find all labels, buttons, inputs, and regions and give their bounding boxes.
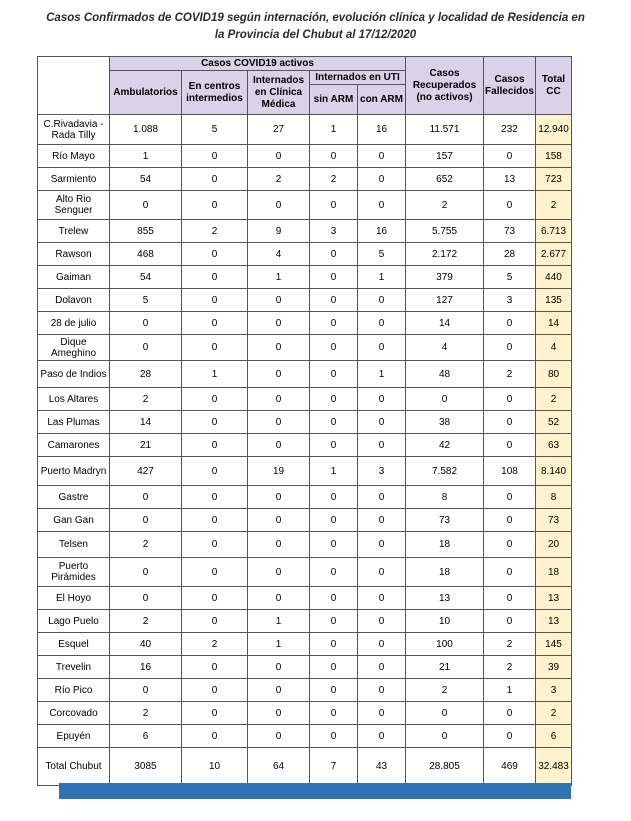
- fallecidos-cell: 0: [484, 702, 536, 725]
- ambulatorios-cell: 40: [110, 633, 182, 656]
- recuperados-cell: 0: [406, 388, 484, 411]
- clinica-cell: 27: [248, 115, 310, 145]
- ambulatorios-cell: 5: [110, 289, 182, 312]
- sin-arm-cell: 0: [310, 335, 358, 361]
- sin-arm-cell: 0: [310, 656, 358, 679]
- fallecidos-cell: 0: [484, 558, 536, 587]
- con-arm-cell: 0: [358, 702, 406, 725]
- ambulatorios-cell: 427: [110, 457, 182, 486]
- sin-arm-cell: 0: [310, 243, 358, 266]
- con-arm-cell: 0: [358, 289, 406, 312]
- recuperados-cell: 11.571: [406, 115, 484, 145]
- con-arm-cell: 0: [358, 633, 406, 656]
- ambulatorios-cell: 468: [110, 243, 182, 266]
- centros-cell: 0: [182, 335, 248, 361]
- clinica-cell: 0: [248, 312, 310, 335]
- fallecidos-cell: 0: [484, 145, 536, 168]
- locality-cell: Río Mayo: [38, 145, 110, 168]
- con-arm-cell: 0: [358, 509, 406, 532]
- centros-cell: 0: [182, 289, 248, 312]
- totals-centros-cell: 10: [182, 748, 248, 786]
- table-row: [38, 656, 572, 679]
- fallecidos-cell: 1: [484, 679, 536, 702]
- con-arm-cell: 0: [358, 725, 406, 748]
- con-arm-cell: 0: [358, 486, 406, 509]
- recuperados-cell: 48: [406, 361, 484, 388]
- con-arm-cell: 0: [358, 168, 406, 191]
- centros-cell: 0: [182, 168, 248, 191]
- table-row: [38, 145, 572, 168]
- recuperados-cell: 8: [406, 486, 484, 509]
- locality-cell: Trevelin: [38, 656, 110, 679]
- table-row: [38, 679, 572, 702]
- recuperados-cell: 0: [406, 702, 484, 725]
- total-cell: 39: [536, 656, 572, 679]
- locality-cell: Dolavon: [38, 289, 110, 312]
- fallecidos-cell: 0: [484, 610, 536, 633]
- locality-cell: Los Altares: [38, 388, 110, 411]
- table-row: [38, 388, 572, 411]
- sin-arm-cell: 0: [310, 411, 358, 434]
- recuperados-cell: 2: [406, 679, 484, 702]
- sin-arm-cell: 1: [310, 115, 358, 145]
- fallecidos-cell: 3: [484, 289, 536, 312]
- total-cell: 440: [536, 266, 572, 289]
- fallecidos-cell: 108: [484, 457, 536, 486]
- sin-arm-cell: 0: [310, 679, 358, 702]
- total-cell: 135: [536, 289, 572, 312]
- recuperados-cell: 7.582: [406, 457, 484, 486]
- table-row: [38, 702, 572, 725]
- table-row: [38, 509, 572, 532]
- fallecidos-cell: 2: [484, 656, 536, 679]
- sin-arm-cell: 1: [310, 457, 358, 486]
- report-title-line-1: Casos Confirmados de COVID19 según internación, evolución clínica y localidad de Residencia en: [46, 12, 585, 24]
- header-recuperados: Casos Recuperados (no activos): [406, 57, 484, 115]
- centros-cell: 1: [182, 361, 248, 388]
- ambulatorios-cell: 21: [110, 434, 182, 457]
- clinica-cell: 0: [248, 335, 310, 361]
- header-clinica-medica: Internados en Clínica Médica: [248, 71, 310, 115]
- totals-ambulatorios-cell: 3085: [110, 748, 182, 786]
- ambulatorios-cell: 28: [110, 361, 182, 388]
- centros-cell: 2: [182, 633, 248, 656]
- total-cell: 145: [536, 633, 572, 656]
- sin-arm-cell: 0: [310, 610, 358, 633]
- centros-cell: 0: [182, 702, 248, 725]
- ambulatorios-cell: 0: [110, 679, 182, 702]
- ambulatorios-cell: 2: [110, 388, 182, 411]
- table-row: [38, 633, 572, 656]
- recuperados-cell: 2.172: [406, 243, 484, 266]
- sin-arm-cell: 0: [310, 191, 358, 220]
- fallecidos-cell: 73: [484, 220, 536, 243]
- fallecidos-cell: 0: [484, 532, 536, 558]
- ambulatorios-cell: 0: [110, 486, 182, 509]
- recuperados-cell: 5.755: [406, 220, 484, 243]
- table-body: [38, 115, 572, 786]
- ambulatorios-cell: 855: [110, 220, 182, 243]
- recuperados-cell: 157: [406, 145, 484, 168]
- table-row: [38, 411, 572, 434]
- fallecidos-cell: 0: [484, 725, 536, 748]
- recuperados-cell: 2: [406, 191, 484, 220]
- centros-cell: 0: [182, 243, 248, 266]
- ambulatorios-cell: 2: [110, 532, 182, 558]
- recuperados-cell: 42: [406, 434, 484, 457]
- fallecidos-cell: 0: [484, 312, 536, 335]
- centros-cell: 0: [182, 587, 248, 610]
- fallecidos-cell: 5: [484, 266, 536, 289]
- centros-cell: 0: [182, 509, 248, 532]
- table-row: [38, 266, 572, 289]
- recuperados-cell: 18: [406, 558, 484, 587]
- sin-arm-cell: 0: [310, 532, 358, 558]
- locality-cell: Gaiman: [38, 266, 110, 289]
- ambulatorios-cell: 0: [110, 558, 182, 587]
- centros-cell: 0: [182, 191, 248, 220]
- fallecidos-cell: 232: [484, 115, 536, 145]
- con-arm-cell: 1: [358, 266, 406, 289]
- footer-bar: [59, 783, 571, 799]
- locality-cell: Lago Puelo: [38, 610, 110, 633]
- con-arm-cell: 3: [358, 457, 406, 486]
- ambulatorios-cell: 1.088: [110, 115, 182, 145]
- con-arm-cell: 0: [358, 656, 406, 679]
- table-row: [38, 289, 572, 312]
- fallecidos-cell: 28: [484, 243, 536, 266]
- fallecidos-cell: 2: [484, 633, 536, 656]
- sin-arm-cell: 0: [310, 702, 358, 725]
- recuperados-cell: 10: [406, 610, 484, 633]
- fallecidos-cell: 0: [484, 486, 536, 509]
- clinica-cell: 1: [248, 633, 310, 656]
- fallecidos-cell: 0: [484, 388, 536, 411]
- locality-cell: Paso de Indios: [38, 361, 110, 388]
- locality-cell: 28 de julio: [38, 312, 110, 335]
- clinica-cell: 1: [248, 610, 310, 633]
- totals-sin-arm-cell: 7: [310, 748, 358, 786]
- clinica-cell: 0: [248, 725, 310, 748]
- totals-total-cell: 32.483: [536, 748, 572, 786]
- report-title: [0, 10, 631, 44]
- table-row: [38, 532, 572, 558]
- header-active-cases: Casos COVID19 activos: [110, 57, 406, 71]
- clinica-cell: 2: [248, 168, 310, 191]
- total-cell: 13: [536, 610, 572, 633]
- con-arm-cell: 1: [358, 361, 406, 388]
- con-arm-cell: 0: [358, 558, 406, 587]
- fallecidos-cell: 0: [484, 411, 536, 434]
- table-row: [38, 168, 572, 191]
- recuperados-cell: 14: [406, 312, 484, 335]
- totals-locality-cell: Total Chubut: [38, 748, 110, 786]
- centros-cell: 0: [182, 679, 248, 702]
- ambulatorios-cell: 2: [110, 610, 182, 633]
- locality-cell: Rawson: [38, 243, 110, 266]
- locality-cell: Alto Rio Senguer: [38, 191, 110, 220]
- table-row: [38, 335, 572, 361]
- sin-arm-cell: 0: [310, 388, 358, 411]
- clinica-cell: 0: [248, 509, 310, 532]
- clinica-cell: 0: [248, 388, 310, 411]
- sin-arm-cell: 0: [310, 266, 358, 289]
- centros-cell: 0: [182, 434, 248, 457]
- header-con-arm: con ARM: [358, 85, 406, 115]
- sin-arm-cell: 0: [310, 361, 358, 388]
- con-arm-cell: 0: [358, 191, 406, 220]
- ambulatorios-cell: 0: [110, 335, 182, 361]
- header-total: Total CC: [536, 57, 572, 115]
- con-arm-cell: 0: [358, 145, 406, 168]
- sin-arm-cell: 0: [310, 145, 358, 168]
- ambulatorios-cell: 0: [110, 509, 182, 532]
- locality-cell: Epuyén: [38, 725, 110, 748]
- con-arm-cell: 16: [358, 115, 406, 145]
- centros-cell: 0: [182, 532, 248, 558]
- locality-cell: Telsen: [38, 532, 110, 558]
- locality-cell: Sarmiento: [38, 168, 110, 191]
- table-row: [38, 725, 572, 748]
- locality-cell: Esquel: [38, 633, 110, 656]
- clinica-cell: 0: [248, 486, 310, 509]
- covid-cases-table: [37, 56, 572, 786]
- recuperados-cell: 0: [406, 725, 484, 748]
- total-cell: 8.140: [536, 457, 572, 486]
- table-row: [38, 220, 572, 243]
- header-localidad-blank: [38, 57, 110, 115]
- con-arm-cell: 0: [358, 312, 406, 335]
- con-arm-cell: 0: [358, 411, 406, 434]
- centros-cell: 0: [182, 388, 248, 411]
- centros-cell: 0: [182, 656, 248, 679]
- total-cell: 2: [536, 388, 572, 411]
- sin-arm-cell: 0: [310, 725, 358, 748]
- report-title-line-2: la Provincia del Chubut al 17/12/2020: [214, 29, 417, 41]
- con-arm-cell: 0: [358, 587, 406, 610]
- fallecidos-cell: 0: [484, 509, 536, 532]
- total-cell: 2.677: [536, 243, 572, 266]
- recuperados-cell: 379: [406, 266, 484, 289]
- sin-arm-cell: 0: [310, 633, 358, 656]
- total-cell: 8: [536, 486, 572, 509]
- centros-cell: 5: [182, 115, 248, 145]
- locality-cell: Gastre: [38, 486, 110, 509]
- clinica-cell: 0: [248, 558, 310, 587]
- ambulatorios-cell: 14: [110, 411, 182, 434]
- centros-cell: 0: [182, 457, 248, 486]
- sin-arm-cell: 2: [310, 168, 358, 191]
- locality-cell: Las Plumas: [38, 411, 110, 434]
- ambulatorios-cell: 1: [110, 145, 182, 168]
- table-row: [38, 243, 572, 266]
- clinica-cell: 0: [248, 679, 310, 702]
- ambulatorios-cell: 54: [110, 168, 182, 191]
- locality-cell: Camarones: [38, 434, 110, 457]
- table-row: [38, 486, 572, 509]
- locality-cell: Puerto Madryn: [38, 457, 110, 486]
- fallecidos-cell: 0: [484, 191, 536, 220]
- totals-clinica-cell: 64: [248, 748, 310, 786]
- fallecidos-cell: 0: [484, 335, 536, 361]
- con-arm-cell: 0: [358, 434, 406, 457]
- totals-fallecidos-cell: 469: [484, 748, 536, 786]
- sin-arm-cell: 0: [310, 312, 358, 335]
- clinica-cell: 0: [248, 702, 310, 725]
- centros-cell: 0: [182, 145, 248, 168]
- centros-cell: 0: [182, 725, 248, 748]
- ambulatorios-cell: 0: [110, 587, 182, 610]
- clinica-cell: 4: [248, 243, 310, 266]
- con-arm-cell: 5: [358, 243, 406, 266]
- header-uti: Internados en UTI: [310, 71, 406, 85]
- ambulatorios-cell: 16: [110, 656, 182, 679]
- clinica-cell: 0: [248, 411, 310, 434]
- clinica-cell: 0: [248, 361, 310, 388]
- fallecidos-cell: 13: [484, 168, 536, 191]
- ambulatorios-cell: 54: [110, 266, 182, 289]
- header-fallecidos: Casos Fallecidos: [484, 57, 536, 115]
- con-arm-cell: 16: [358, 220, 406, 243]
- table-row: [38, 558, 572, 587]
- recuperados-cell: 127: [406, 289, 484, 312]
- total-cell: 63: [536, 434, 572, 457]
- recuperados-cell: 21: [406, 656, 484, 679]
- con-arm-cell: 0: [358, 610, 406, 633]
- sin-arm-cell: 0: [310, 486, 358, 509]
- clinica-cell: 1: [248, 266, 310, 289]
- centros-cell: 0: [182, 266, 248, 289]
- table-row: [38, 457, 572, 486]
- totals-recuperados-cell: 28.805: [406, 748, 484, 786]
- locality-cell: Trelew: [38, 220, 110, 243]
- centros-cell: 2: [182, 220, 248, 243]
- recuperados-cell: 38: [406, 411, 484, 434]
- recuperados-cell: 18: [406, 532, 484, 558]
- locality-cell: Puerto Pirámides: [38, 558, 110, 587]
- header-ambulatorios: Ambulatorios: [110, 71, 182, 115]
- total-cell: 6.713: [536, 220, 572, 243]
- total-cell: 2: [536, 191, 572, 220]
- recuperados-cell: 652: [406, 168, 484, 191]
- total-cell: 4: [536, 335, 572, 361]
- totals-con-arm-cell: 43: [358, 748, 406, 786]
- ambulatorios-cell: 2: [110, 702, 182, 725]
- ambulatorios-cell: 0: [110, 312, 182, 335]
- locality-cell: C.Rivadavia - Rada Tilly: [38, 115, 110, 145]
- recuperados-cell: 4: [406, 335, 484, 361]
- table-row: [38, 312, 572, 335]
- con-arm-cell: 0: [358, 388, 406, 411]
- table-row: [38, 434, 572, 457]
- total-cell: 2: [536, 702, 572, 725]
- locality-cell: Dique Ameghino: [38, 335, 110, 361]
- sin-arm-cell: 0: [310, 509, 358, 532]
- con-arm-cell: 0: [358, 335, 406, 361]
- fallecidos-cell: 0: [484, 587, 536, 610]
- table-row: [38, 115, 572, 145]
- sin-arm-cell: 0: [310, 558, 358, 587]
- total-cell: 13: [536, 587, 572, 610]
- ambulatorios-cell: 0: [110, 191, 182, 220]
- centros-cell: 0: [182, 610, 248, 633]
- total-cell: 6: [536, 725, 572, 748]
- clinica-cell: 9: [248, 220, 310, 243]
- clinica-cell: 0: [248, 434, 310, 457]
- locality-cell: Gan Gan: [38, 509, 110, 532]
- centros-cell: 0: [182, 411, 248, 434]
- centros-cell: 0: [182, 312, 248, 335]
- totals-row: [38, 748, 572, 786]
- total-cell: 14: [536, 312, 572, 335]
- centros-cell: 0: [182, 486, 248, 509]
- locality-cell: Río Pico: [38, 679, 110, 702]
- sin-arm-cell: 0: [310, 434, 358, 457]
- con-arm-cell: 0: [358, 532, 406, 558]
- locality-cell: El Hoyo: [38, 587, 110, 610]
- sin-arm-cell: 3: [310, 220, 358, 243]
- clinica-cell: 0: [248, 191, 310, 220]
- ambulatorios-cell: 6: [110, 725, 182, 748]
- table-row: [38, 361, 572, 388]
- total-cell: 18: [536, 558, 572, 587]
- total-cell: 723: [536, 168, 572, 191]
- clinica-cell: 0: [248, 532, 310, 558]
- clinica-cell: 0: [248, 289, 310, 312]
- clinica-cell: 19: [248, 457, 310, 486]
- total-cell: 158: [536, 145, 572, 168]
- clinica-cell: 0: [248, 145, 310, 168]
- recuperados-cell: 73: [406, 509, 484, 532]
- total-cell: 73: [536, 509, 572, 532]
- total-cell: 12.940: [536, 115, 572, 145]
- table-row: [38, 610, 572, 633]
- con-arm-cell: 0: [358, 679, 406, 702]
- locality-cell: Corcovado: [38, 702, 110, 725]
- total-cell: 20: [536, 532, 572, 558]
- header-row-1: [38, 57, 572, 71]
- clinica-cell: 0: [248, 587, 310, 610]
- clinica-cell: 0: [248, 656, 310, 679]
- fallecidos-cell: 2: [484, 361, 536, 388]
- table-row: [38, 587, 572, 610]
- sin-arm-cell: 0: [310, 587, 358, 610]
- fallecidos-cell: 0: [484, 434, 536, 457]
- sin-arm-cell: 0: [310, 289, 358, 312]
- recuperados-cell: 13: [406, 587, 484, 610]
- total-cell: 80: [536, 361, 572, 388]
- table-row: [38, 191, 572, 220]
- centros-cell: 0: [182, 558, 248, 587]
- total-cell: 3: [536, 679, 572, 702]
- header-sin-arm: sin ARM: [310, 85, 358, 115]
- recuperados-cell: 100: [406, 633, 484, 656]
- header-centros-intermedios: En centros intermedios: [182, 71, 248, 115]
- total-cell: 52: [536, 411, 572, 434]
